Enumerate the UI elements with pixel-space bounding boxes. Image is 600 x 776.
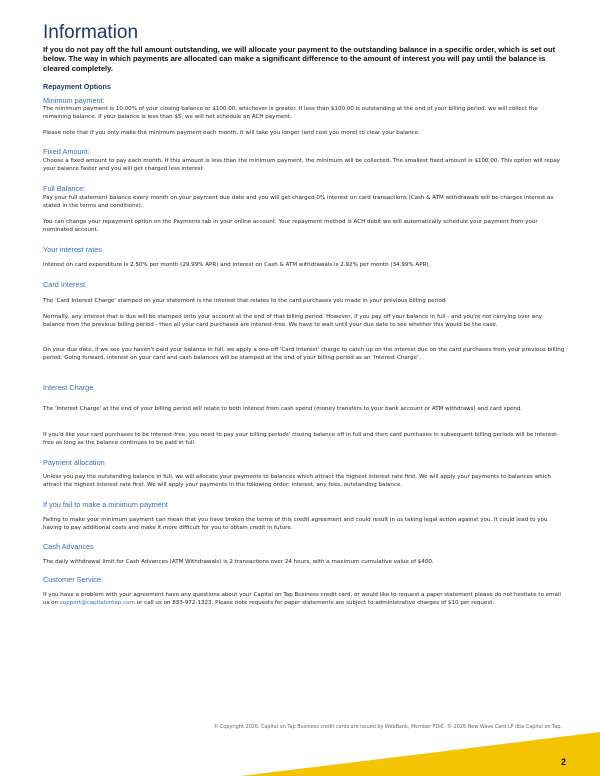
interest-rates-text: Interest on card expenditure is 2.50% per month (29.99% APR) and interest on Cash & ATM withdrawals is 2.92% per month (34.99% APR). (43, 262, 431, 268)
payment-allocation-text: Unless you pay the outstanding balance in full, we will allocate your payments to balances which attract the highest interest rate first. We will apply your payments to balances which attract the highest interest rate first. We will apply your payments in the following order: interest, any fees, outstanding balance. (43, 474, 551, 488)
swoosh-shape (240, 732, 600, 776)
customer-service-text-before: If you have a problem with your agreement have any questions about your Capital on Tap Business credit card, or would like to request a paper statement please do not hesitate to email us on (43, 592, 561, 606)
customer-service-heading: Customer Service (43, 575, 101, 584)
interest-rates-heading: Your interest rates (43, 245, 102, 254)
minimum-payment-text: The minimum payment is 10.00% of your closing balance or $100.00, whichever is greater. If less than $100.00 is outstanding at the end of your billing period, we will collect the remaining balance. If your balance is less than $5, we will not schedule an ACH payment. (43, 106, 538, 120)
yellow-swoosh-decoration (0, 730, 600, 776)
interest-charge-text-1: The 'Interest Charge' at the end of your billing period will relate to both interest from cash spend (money transfers to your bank account or ATM withdraws) and card spend. (43, 406, 523, 412)
minimum-payment-note: Please note that if you only make the minimum payment each month, it will take you longer (and cost you more) to clear your balance. (43, 130, 420, 136)
card-interest-text-3: On your due date, if we see you haven't paid your balance in full, we apply a one-off 'Card Interest' charge to catch up on the interest due on the card purchases from your previous billing period. Going forward, interest on your card and cash balances will be stamped at the end of your billing period as an 'Interest Charge'. (43, 347, 565, 361)
page-title: Information (43, 22, 139, 43)
interest-charge-text-2: If you'd like your card purchases to be interest-free, you need to pay your billing periods' closing balance off in full and then card purchases in subsequent billing periods will be interest-free as long as the balance continues to be paid in full. (43, 432, 559, 446)
page-number: 2 (560, 757, 566, 767)
customer-service-text-after: or call us on 833-972-1323. Please note requests for paper statements are subject to administrative charges of $10 per request. (134, 599, 495, 606)
card-interest-text-1: The 'Card Interest Charge' stamped on your statement is the interest that relates to the card purchases you made in your previous billing period. (43, 298, 448, 304)
card-interest-text-2: Normally, any interest that is due will be stamped onto your account at the end of that billing period. However, if you pay off your balance in full - and you're not carrying over any balance from the previous billing period - then all your card purchases are interest-free. We have to wait until your due date to see whether this would be the case. (43, 314, 543, 328)
cash-advances-heading: Cash Advances (43, 542, 94, 551)
fixed-amount-heading: Fixed Amount: (43, 147, 90, 156)
interest-charge-heading: Interest Charge (43, 383, 94, 392)
minimum-payment-heading: Minimum payment: (43, 96, 105, 105)
intro-paragraph: If you do not pay off the full amount outstanding, we will allocate your payment to the outstanding balance in a specific order, which is set out below. The way in which payments are allocated can make a significant difference to the amount of interest you will pay until the balance is cleared completely. (43, 45, 556, 73)
card-interest-heading: Card Interest (43, 280, 86, 289)
full-balance-change-text: You can change your repayment option on the Payments tab in your online account. Your repayment method is ACH debit we will automatically schedule your payment from your nominated account. (43, 219, 538, 233)
payment-allocation-heading: Payment allocation (43, 458, 105, 467)
fixed-amount-text: Choose a fixed amount to pay each month. If this amount is less than the minimum payment, the minimum will be collected. The smallest fixed amount is $100.00. This option will repay your balance faster and you will get charged less interest (43, 158, 561, 172)
fail-minimum-heading: If you fail to make a minimum payment (43, 500, 168, 509)
repayment-options-heading: Repayment Options (43, 82, 111, 91)
cash-advances-text: The daily withdrawal limit for Cash Advances (ATM Withdrawals) is 2 transactions over 24 hours, with a maximum cumulative value of $400. (43, 559, 434, 565)
fail-minimum-text: Failing to make your minimum payment can mean that you have broken the terms of this credit agreement and could result in us taking legal action against you. It could lead to you having to pay additional costs and make it more difficult for you to obtain credit in future. (43, 517, 548, 531)
customer-service-text (43, 592, 565, 608)
support-email-link[interactable]: support@capitalontap.com (59, 599, 135, 606)
copyright-footer: © Copyright 2026. Capital on Tap Business credit cards are issued by WebBank, Member FDIC. © 2026 New Wave Card LP dba Capital on Tap. (213, 724, 562, 730)
full-balance-text: Pay your full statement balance every month on your payment due date and you will get charged 0% interest on card transactions (Cash & ATM withdrawals will be charges interest as stated in the terms and conditions). (43, 195, 554, 209)
full-balance-heading: Full Balance: (43, 184, 86, 193)
